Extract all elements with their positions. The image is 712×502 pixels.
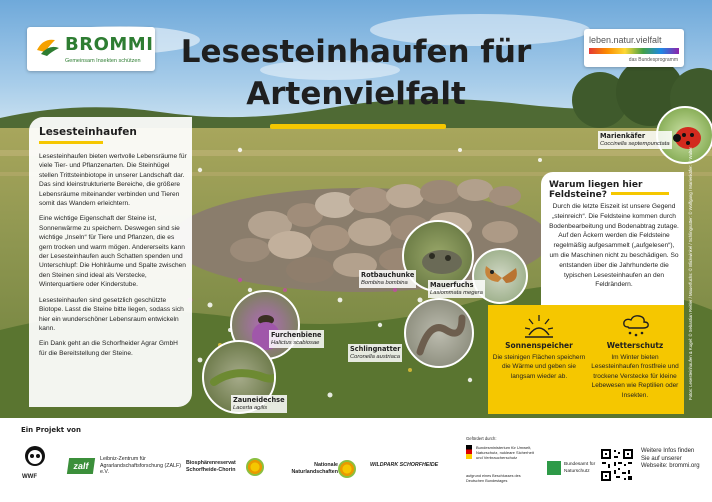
- species-label-bee: Furchenbiene Halictus scabiosae: [271, 331, 322, 346]
- wetterschutz-column: [588, 313, 682, 400]
- wetterschutz-heading: Wetterschutz: [606, 341, 664, 350]
- title-underline: [270, 124, 446, 129]
- species-label-lizard: Zauneidechse Lacerta agilis: [233, 396, 285, 411]
- lesesteinhaufen-panel: [29, 117, 192, 407]
- footer: [0, 418, 712, 502]
- zalf-label: Leibniz-Zentrum für Agrarlandschaftsforschung (ZALF) e.V.: [100, 456, 181, 475]
- paragraph-1: Lesesteinhaufen bieten wertvolle Lebensräume für viele Tier- und Pflanzenarten. Die Steinhügel stellen Trittsteinbiotope in unserer Landschaft dar. Das sind kleinstrukturierte Bereiche, die größere Lebensräume miteinander verbinden und Tieren somit das Wandern erleichtern.: [39, 153, 187, 208]
- heading-underline: [39, 141, 103, 144]
- wwf-logo: [22, 430, 48, 481]
- brommi-logo-tagline: Gemeinsam Insekten schützen: [65, 58, 141, 64]
- bmu-label: Bundesministerium für Umwelt, Naturschutz, nukleare Sicherheit und Verbraucherschutz: [476, 445, 534, 460]
- wwf-label: WWF: [22, 474, 37, 480]
- photo-credits: Fotos: Lesesteinhaufen & Kugel: © Sebastian Reitler / Mauerfuchs: © Blickwinkel / Schlingnatter: © Wolfgang / Marienkäfer: © Walter: [688, 147, 693, 400]
- website-info: Weitere Infos finden Sie auf unserer Webseite: brommi.org: [641, 448, 700, 470]
- species-label-ladybird: Marienkäfer Coccinella septempunctata: [600, 132, 670, 147]
- qr-code-icon: [600, 448, 634, 482]
- bfn-label: Bundesamt für Naturschutz: [564, 462, 596, 474]
- lnv-logo-color-bar: [589, 48, 679, 54]
- sonnenspeicher-text: Die steinigen Flächen speichern die Wärme und geben sie langsam wieder ab.: [492, 354, 586, 380]
- bfn-logo: [547, 461, 561, 475]
- species-label-butterfly: Mauerfuchs Lasiommata megera: [430, 281, 483, 296]
- funding-label: Gefördert durch:: [466, 436, 497, 441]
- heading-underline: [611, 192, 669, 195]
- biosphere-label: Biosphärenreservat Schorfheide-Chorin: [186, 460, 236, 473]
- info-box: [488, 305, 684, 414]
- bmu-note: aufgrund eines Beschlusses des Deutschen Bundestages: [466, 474, 521, 483]
- nnl-logo: [338, 460, 356, 478]
- brommi-logo: [27, 27, 155, 71]
- smooth-snake-photo: [404, 298, 474, 368]
- lnv-logo-subtitle: das Bundesprogramm: [628, 57, 678, 63]
- wetterschutz-text: Im Winter bieten Lesesteinhaufen frostfreie und trockene Verstecke für kleine Lebewesen wie Reptilien oder Insekten.: [591, 354, 679, 399]
- leben-natur-vielfalt-logo: [584, 29, 684, 67]
- feldsteine-heading: Warum liegen hier Feldsteine?: [549, 180, 643, 200]
- paragraph-2: Eine wichtige Eigenschaft der Steine ist, Sonnenwärme zu speichern. Deswegen sind sie wichtige „Inseln“ für Tiere und Pflanzen, die es gern trocken und warm mögen. Andererseits kann der Lesesteinhaufen auch Schatten spenden und Unterschlupf: Die Hohlräume und Spalte zwischen den Steinen sind ideal als Verstecke, Winterquartiere oder Kinderstube.: [39, 215, 186, 289]
- title-line-2: Artenvielfalt: [246, 76, 466, 112]
- qr-code[interactable]: [600, 448, 634, 482]
- sonnenspeicher-heading: Sonnenspeicher: [505, 341, 573, 350]
- cloud-snow-icon: [621, 313, 651, 339]
- paragraph-3: Lesesteinhaufen sind gesetzlich geschützte Biotope. Lasst die Steine bitte liegen, sodass sich hier ein wunderschöner Lebensraum entwickeln kann.: [39, 296, 184, 332]
- lnv-logo-name: leben.natur.vielfalt: [589, 35, 662, 45]
- lesesteinhaufen-text: [39, 152, 187, 364]
- sun-icon: [525, 313, 553, 339]
- german-flag-icon: [466, 445, 472, 459]
- paragraph-4: Ein Dank geht an die Schorfheider Agrar GmbH für die Bereitstellung der Steine.: [39, 340, 178, 357]
- nnl-label: Nationale Naturlandschaften: [291, 462, 338, 475]
- bee-wing-icon: [35, 36, 61, 58]
- panda-icon: [22, 444, 48, 474]
- wildpark-logo: WILDPARK SCHORFHEIDE: [370, 462, 439, 468]
- species-label-toad: Rotbauchunke Bombina bombina: [361, 271, 415, 286]
- brommi-logo-name: BROMMI: [65, 34, 154, 55]
- feldsteine-text: Durch die letzte Eiszeit ist unsere Gegend „steinreich“. Die Feldsteine kommen durch Bodenbearbeitung und Bodenabtrag zutage. Auf den Äckern werden die Feldsteine regelmäßig aufgesammelt („aufgelesen“), um die Maschinen nicht zu beschädigen. So entstanden über die Jahrhunderte die typischen Lesesteinhaufen an den Feldrändern.: [549, 203, 679, 289]
- sonnenspeicher-column: [492, 313, 586, 381]
- biosphere-logo: [246, 458, 264, 476]
- project-label: Ein Projekt von: [21, 426, 81, 434]
- lesesteinhaufen-heading: Lesesteinhaufen: [39, 126, 137, 138]
- page-title: [180, 31, 532, 115]
- title-line-1: Lesesteinhaufen für: [180, 34, 532, 70]
- zalf-logo: zalf: [67, 458, 95, 474]
- species-label-snake: Schlingnatter Coronella austriaca: [350, 345, 401, 360]
